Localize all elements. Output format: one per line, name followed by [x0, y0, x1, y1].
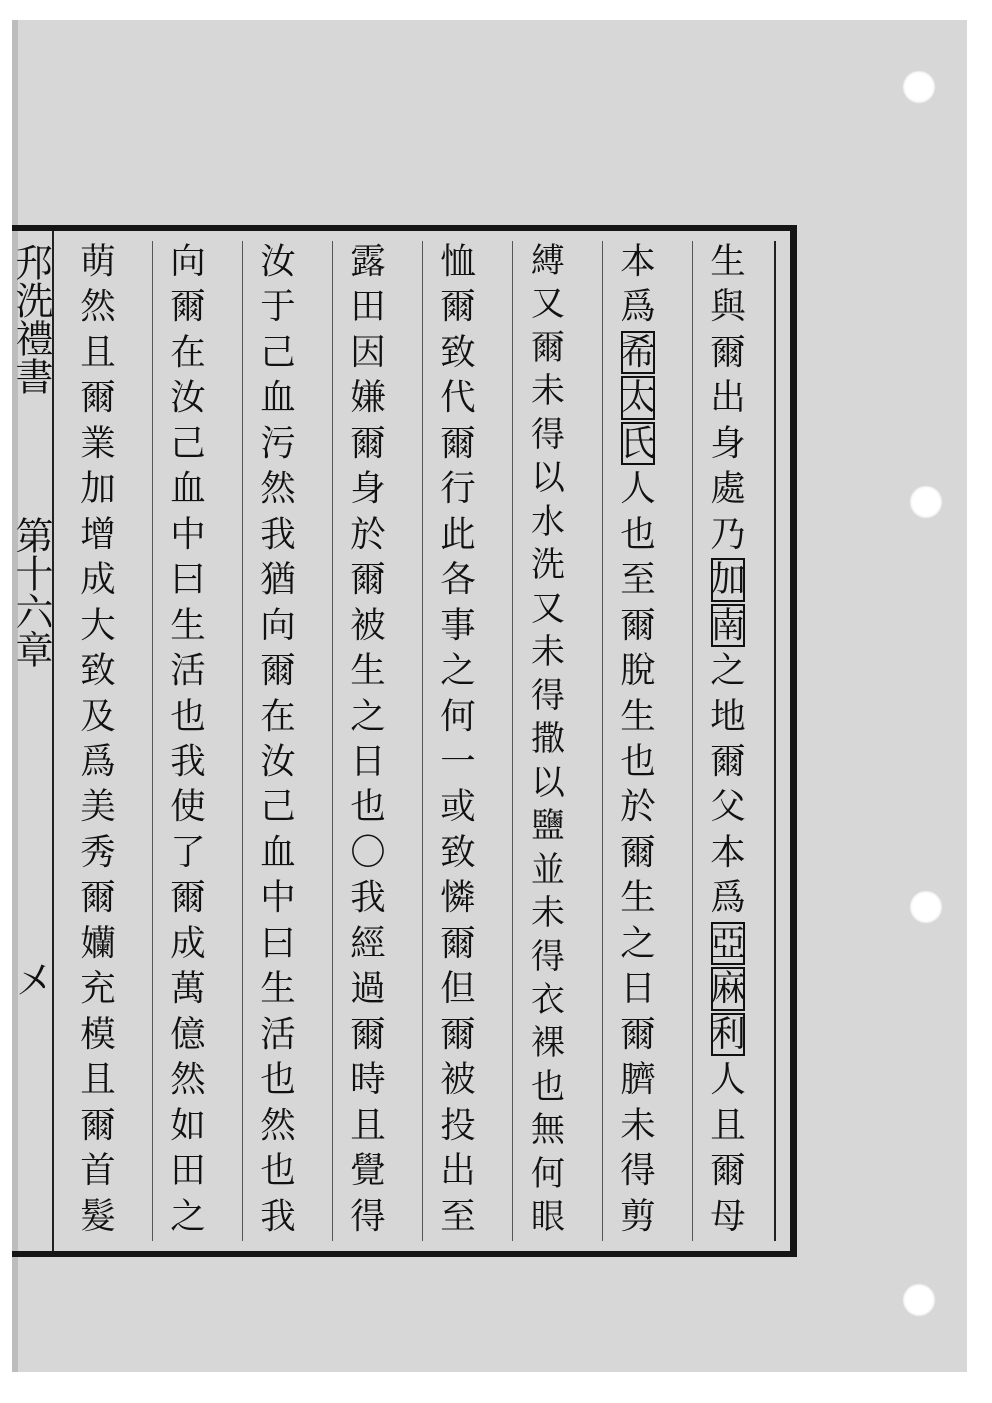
glyph: 了 [170, 831, 206, 873]
glyph: 無 [531, 1110, 565, 1150]
glyph: 加 [80, 468, 116, 510]
text-column-2 [602, 239, 674, 1239]
glyph: 日 [620, 968, 656, 1010]
glyph: 得 [531, 675, 565, 715]
text-column-7 [152, 239, 224, 1239]
glyph: 生 [170, 604, 206, 646]
glyph: 曰 [170, 559, 206, 601]
glyph: 又 [531, 588, 565, 628]
glyph: 覺 [350, 1150, 386, 1192]
glyph: 南 [710, 603, 745, 648]
glyph: 一 [440, 740, 476, 782]
glyph: 並 [531, 849, 565, 889]
scanned-page [9, 20, 967, 1372]
glyph: 美 [80, 786, 116, 828]
glyph: 麻 [710, 966, 745, 1011]
glyph: 身 [710, 422, 746, 464]
glyph: 生 [620, 877, 656, 919]
glyph: 致 [440, 831, 476, 873]
glyph: 汝 [260, 241, 296, 282]
glyph: 利 [710, 1012, 745, 1057]
glyph: 然 [260, 468, 296, 510]
glyph: 加 [710, 557, 745, 602]
glyph: 且 [80, 331, 116, 373]
glyph: 至 [440, 1195, 476, 1237]
glyph: 事 [440, 604, 476, 646]
glyph: 與 [710, 286, 746, 328]
glyph: 及 [80, 695, 116, 737]
glyph: 乃 [710, 513, 746, 555]
glyph: 萬 [170, 968, 206, 1010]
glyph: 剪 [620, 1195, 656, 1237]
glyph: 爲 [620, 286, 656, 328]
glyph: 投 [440, 1104, 476, 1146]
glyph: 爾 [260, 650, 296, 692]
glyph: 之 [170, 1195, 206, 1237]
folio-number: 㐅 [9, 961, 53, 999]
glyph: 於 [620, 786, 656, 828]
glyph: 爾 [710, 740, 746, 782]
glyph: 也 [350, 786, 386, 828]
glyph: 大 [80, 604, 116, 646]
glyph: 爾 [170, 286, 206, 328]
glyph: 本 [620, 241, 656, 282]
glyph: 然 [170, 1059, 206, 1101]
glyph: 在 [260, 695, 296, 737]
glyph: 嫌 [350, 377, 386, 419]
text-column-8 [62, 239, 134, 1239]
glyph: 得 [531, 414, 565, 454]
text-column-3 [512, 239, 584, 1239]
glyph: 如 [170, 1104, 206, 1146]
glyph: 出 [440, 1150, 476, 1192]
glyph: 使 [170, 786, 206, 828]
glyph: 於 [350, 513, 386, 555]
glyph: 亞 [710, 921, 745, 966]
glyph: 活 [170, 650, 206, 692]
glyph: 秀 [80, 831, 116, 873]
glyph: 裸 [531, 1023, 565, 1063]
glyph: 人 [620, 468, 656, 510]
glyph: 爾 [440, 1013, 476, 1055]
frame-inner-rule [774, 241, 776, 1241]
glyph: 各 [440, 559, 476, 601]
chapter-label: 第十六章 [9, 516, 53, 668]
glyph: 爾 [440, 286, 476, 328]
glyph: 我 [350, 877, 386, 919]
glyph: 〇 [350, 831, 386, 873]
glyph: 爾 [710, 331, 746, 373]
glyph: 且 [710, 1104, 746, 1146]
glyph: 之 [440, 650, 476, 692]
glyph: 田 [350, 286, 386, 328]
glyph: 氏 [620, 421, 655, 466]
glyph: 何 [440, 695, 476, 737]
glyph: 增 [80, 513, 116, 555]
glyph: 行 [440, 468, 476, 510]
glyph: 未 [531, 893, 565, 933]
glyph: 身 [350, 468, 386, 510]
glyph: 血 [260, 831, 296, 873]
margin-column [9, 231, 54, 1251]
binder-hole-1 [902, 70, 936, 104]
glyph: 地 [710, 695, 746, 737]
glyph: 且 [350, 1104, 386, 1146]
binder-hole-3 [909, 890, 943, 924]
glyph: 脫 [620, 650, 656, 692]
glyph: 水 [531, 501, 565, 541]
glyph: 萌 [80, 241, 116, 282]
glyph: 露 [350, 241, 386, 282]
glyph: 爾 [80, 377, 116, 419]
glyph: 爾 [350, 1013, 386, 1055]
glyph: 被 [440, 1059, 476, 1101]
glyph: 得 [531, 936, 565, 976]
glyph: 成 [80, 559, 116, 601]
glyph: 代 [440, 377, 476, 419]
glyph: 爾 [620, 831, 656, 873]
glyph: 在 [170, 331, 206, 373]
glyph: 曰 [260, 922, 296, 964]
glyph: 爾 [350, 559, 386, 601]
binder-hole-2 [909, 485, 943, 519]
glyph: 生 [350, 650, 386, 692]
glyph: 此 [440, 513, 476, 555]
glyph: 我 [170, 740, 206, 782]
glyph: 眼 [531, 1197, 565, 1237]
glyph: 我 [260, 513, 296, 555]
glyph: 處 [710, 468, 746, 510]
glyph: 中 [170, 513, 206, 555]
glyph: 因 [350, 331, 386, 373]
glyph: 或 [440, 786, 476, 828]
glyph: 己 [260, 786, 296, 828]
text-frame [9, 225, 797, 1257]
glyph: 之 [620, 922, 656, 964]
glyph: 撒 [531, 719, 565, 759]
glyph: 爾 [440, 422, 476, 464]
glyph: 活 [260, 1013, 296, 1055]
glyph: 致 [440, 331, 476, 373]
glyph: 鹽 [531, 806, 565, 846]
glyph: 成 [170, 922, 206, 964]
glyph: 縛 [531, 241, 565, 280]
glyph: 衣 [531, 979, 565, 1019]
text-column-5 [332, 239, 404, 1239]
glyph: 于 [260, 286, 296, 328]
glyph: 以 [531, 762, 565, 802]
glyph: 太 [620, 375, 655, 420]
glyph: 億 [170, 1013, 206, 1055]
glyph: 然 [80, 286, 116, 328]
glyph: 時 [350, 1059, 386, 1101]
glyph: 之 [710, 650, 746, 692]
glyph: 被 [350, 604, 386, 646]
glyph: 向 [170, 241, 206, 282]
glyph: 也 [260, 1150, 296, 1192]
glyph: 憐 [440, 877, 476, 919]
glyph: 田 [170, 1150, 206, 1192]
glyph: 母 [710, 1195, 746, 1237]
glyph: 何 [531, 1153, 565, 1193]
glyph: 經 [350, 922, 386, 964]
glyph: 猶 [260, 559, 296, 601]
glyph: 生 [620, 695, 656, 737]
glyph: 且 [80, 1059, 116, 1101]
text-column-6 [242, 239, 314, 1239]
glyph: 孏 [80, 922, 116, 964]
glyph: 爾 [80, 1104, 116, 1146]
glyph: 未 [620, 1104, 656, 1146]
glyph: 未 [531, 371, 565, 411]
text-column-1 [692, 239, 764, 1239]
glyph: 得 [350, 1195, 386, 1237]
glyph: 中 [260, 877, 296, 919]
glyph: 業 [80, 422, 116, 464]
glyph: 爲 [710, 877, 746, 919]
glyph: 爾 [710, 1150, 746, 1192]
glyph: 己 [170, 422, 206, 464]
glyph: 我 [260, 1195, 296, 1237]
glyph: 爾 [531, 327, 565, 367]
glyph: 污 [260, 422, 296, 464]
glyph: 生 [260, 968, 296, 1010]
glyph: 父 [710, 786, 746, 828]
glyph: 髮 [80, 1195, 116, 1237]
book-title: 䢴洗禮書 [9, 243, 53, 395]
glyph: 出 [710, 377, 746, 419]
binder-hole-4 [902, 1283, 936, 1317]
glyph: 血 [260, 377, 296, 419]
glyph: 致 [80, 650, 116, 692]
glyph: 己 [260, 331, 296, 373]
glyph: 汝 [260, 740, 296, 782]
glyph: 未 [531, 632, 565, 672]
glyph: 爾 [170, 877, 206, 919]
glyph: 也 [531, 1066, 565, 1106]
glyph: 也 [170, 695, 206, 737]
glyph: 希 [620, 330, 655, 375]
glyph: 爲 [80, 740, 116, 782]
glyph: 爾 [440, 922, 476, 964]
glyph: 恤 [440, 241, 476, 282]
glyph: 汝 [170, 377, 206, 419]
glyph: 至 [620, 559, 656, 601]
glyph: 本 [710, 831, 746, 873]
glyph: 生 [710, 241, 746, 282]
glyph: 爾 [620, 604, 656, 646]
glyph: 模 [80, 1013, 116, 1055]
glyph: 也 [260, 1059, 296, 1101]
glyph: 血 [170, 468, 206, 510]
glyph: 得 [620, 1150, 656, 1192]
text-column-4 [422, 239, 494, 1239]
glyph: 然 [260, 1104, 296, 1146]
glyph: 爾 [350, 422, 386, 464]
glyph: 也 [620, 513, 656, 555]
glyph: 爾 [620, 1013, 656, 1055]
glyph: 臍 [620, 1059, 656, 1101]
glyph: 向 [260, 604, 296, 646]
glyph: 日 [350, 740, 386, 782]
glyph: 又 [531, 284, 565, 324]
glyph: 也 [620, 740, 656, 782]
glyph: 人 [710, 1059, 746, 1101]
glyph: 過 [350, 968, 386, 1010]
glyph: 充 [80, 968, 116, 1010]
glyph: 爾 [80, 877, 116, 919]
glyph: 以 [531, 458, 565, 498]
glyph: 洗 [531, 545, 565, 585]
glyph: 但 [440, 968, 476, 1010]
glyph: 首 [80, 1150, 116, 1192]
glyph: 之 [350, 695, 386, 737]
